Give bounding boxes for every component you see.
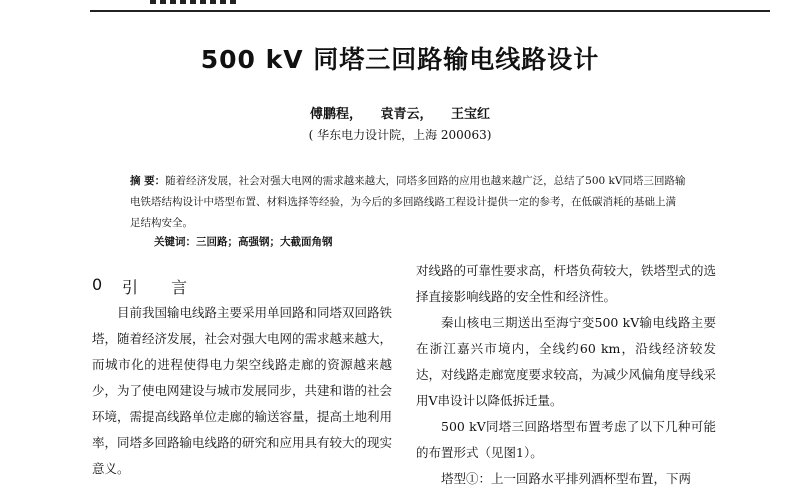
keywords-text: 三回路；高强钢；大截面角钢 [196,236,333,248]
section-title: 引 言 [122,278,202,297]
right-paragraph-1: 对线路的可靠性要求高，杆塔负荷较大，铁塔型式的选择直接影响线路的安全性和经济性。 [416,263,717,304]
right-paragraph-2: 秦山核电三期送出至海宁变500 kV输电线路主要在浙江嘉兴市境内，全线约60 km，沿线经济较发达，对线路走廊宽度要求较高，为减少风偏角度导线采用V串设计以降低拆迁量。 [416,315,717,408]
right-column [416,258,716,492]
section-number: 0 [92,275,103,294]
abstract [130,171,686,234]
header-fragment [150,0,240,4]
keywords-label: 关键词： [154,236,196,248]
keywords [154,234,333,249]
paper-title: 500 kV 同塔三回路输电线路设计 [200,45,600,74]
abstract-text: 随着经济发展，社会对强大电网的需求越来越大，同塔多回路的应用也越来越广泛，总结了500 kV同塔三回路输电铁塔结构设计中塔型布置、材料选择等经验，为今后的多回路线路工程设计提供一定的参考，在低碳消耗的基础上满足结构安全。 [130,175,686,229]
right-paragraph-3: 500 kV同塔三回路塔型布置考虑了以下几种可能的布置形式（见图1）。 [416,419,716,460]
left-column-paragraph: 目前我国输电线路主要采用单回路和同塔双回路铁塔，随着经济发展，社会对强大电网的需求越来越大，而城市化的进程使得电力架空线路走廊的资源越来越少，为了使电网建设与城市发展同步，共建和谐的社会环境，需提高线路单位走廊的输送容量，提高土地利用率，同塔多回路输电线路的研究和应用具有较大的现实意义。 [92,305,393,476]
header-rule [90,10,770,12]
abstract-label: 摘 要： [130,175,166,187]
right-paragraph-4: 塔型①：上一回路水平排列酒杯型布置，下两 [441,471,692,486]
affiliation: ( 华东电力设计院，上海 200063) [308,128,492,142]
authors: 傅鹏程， 袁青云， 王宝红 [309,107,491,122]
